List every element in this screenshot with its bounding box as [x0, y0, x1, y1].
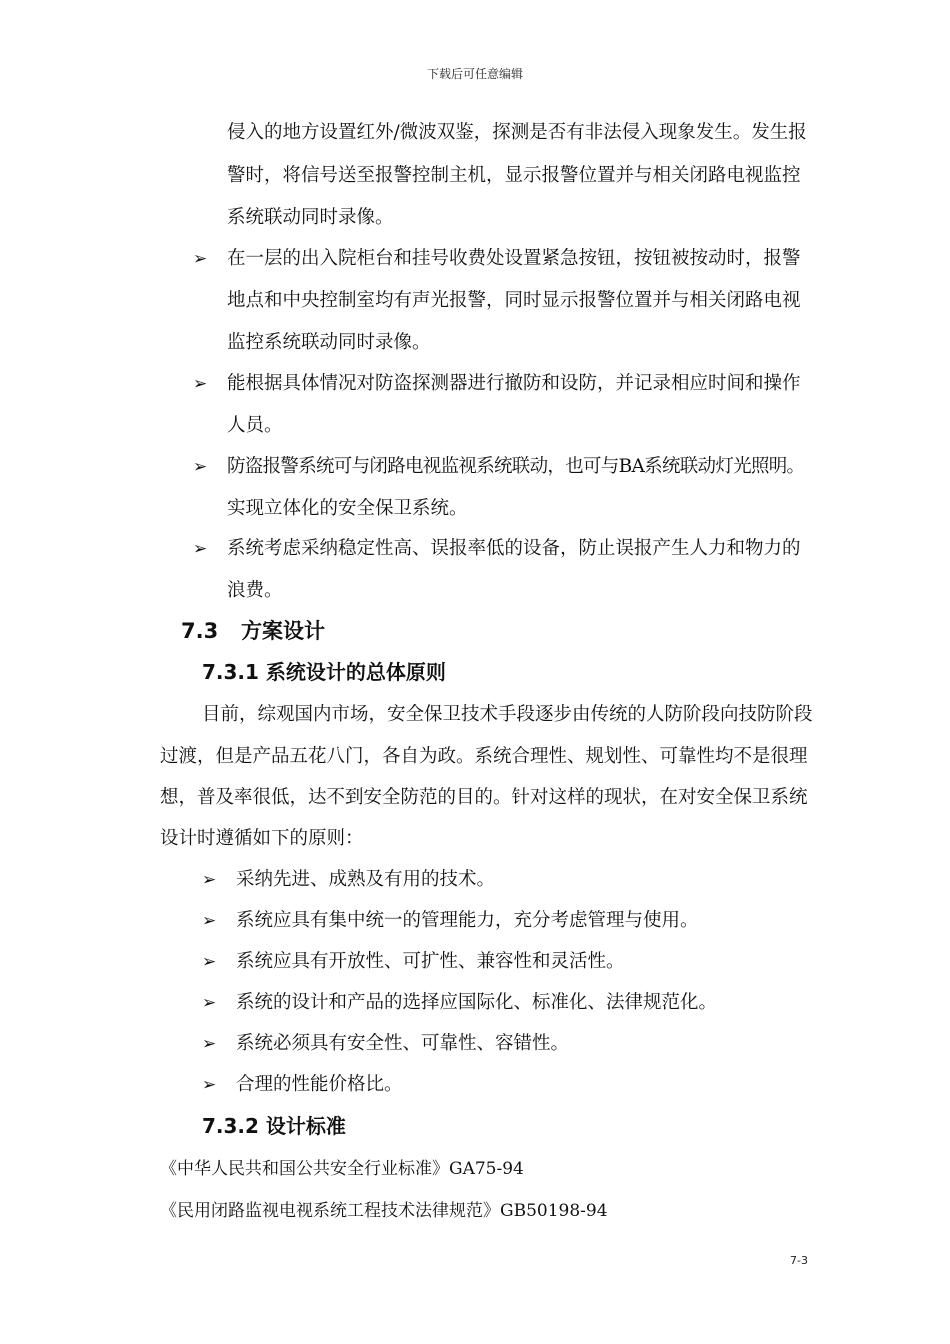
paragraph-line: 过渡，但是产品五花八门，各自为政。系统合理性、规划性、可靠性均不是很理	[160, 746, 808, 767]
principle-item: 采纳先进、成熟及有用的技术。	[236, 869, 496, 890]
standard-reference: 《中华人民共和国公共安全行业标准》GA75-94	[160, 1159, 524, 1179]
principle-item: 系统必须具有安全性、可靠性、容错性。	[236, 1033, 570, 1054]
bullet-item-line: 防盗报警系统可与闭路电视监视系统联动，也可与BA系统联动灯光照明。	[227, 456, 805, 477]
page-header: 下载后可任意编辑	[426, 67, 523, 81]
subsection-title: 7.3.2 设计标准	[202, 1114, 346, 1138]
subsection-title: 7.3.1 系统设计的总体原则	[202, 660, 446, 684]
bullet-arrow-icon: ➢	[193, 457, 208, 477]
bullet-item-line: 监控系统联动同时录像。	[227, 332, 431, 353]
paragraph-line: 目前，综观国内市场，安全保卫技术手段逐步由传统的人防阶段向技防阶段	[202, 704, 813, 725]
bullet-item-line: 在一层的出入院柜台和挂号收费处设置紧急按钮，按钮被按动时，报警	[227, 248, 801, 269]
bullet-arrow-icon: ➢	[202, 993, 217, 1013]
bullet-item-line: 系统考虑采纳稳定性高、误报率低的设备，防止误报产生人力和物力的	[227, 538, 801, 559]
continuation-line: 警时，将信号送至报警控制主机，显示报警位置并与相关闭路电视监控	[227, 165, 801, 186]
bullet-item-line: 地点和中央控制室均有声光报警，同时显示报警位置并与相关闭路电视	[227, 290, 801, 311]
paragraph-line: 设计时遵循如下的原则：	[160, 828, 364, 849]
bullet-arrow-icon: ➢	[202, 1034, 217, 1054]
principle-item: 系统应具有集中统一的管理能力，充分考虑管理与使用。	[236, 910, 699, 931]
principle-item: 系统应具有开放性、可扩性、兼容性和灵活性。	[236, 951, 625, 972]
principle-item: 系统的设计和产品的选择应国际化、标准化、法律规范化。	[236, 992, 718, 1013]
bullet-item-line: 实现立体化的安全保卫系统。	[227, 498, 468, 519]
bullet-arrow-icon: ➢	[193, 374, 208, 394]
continuation-line: 系统联动同时录像。	[227, 207, 394, 228]
bullet-arrow-icon: ➢	[202, 870, 217, 890]
paragraph-line: 想，普及率很低，达不到安全防范的目的。针对这样的现状，在对安全保卫系统	[160, 787, 808, 808]
bullet-arrow-icon: ➢	[193, 249, 208, 269]
bullet-item-line: 浪费。	[227, 580, 283, 601]
principle-item: 合理的性能价格比。	[236, 1074, 403, 1095]
section-title: 方案设计	[241, 619, 325, 643]
standard-reference: 《民用闭路监视电视系统工程技术法律规范》GB50198-94	[160, 1201, 608, 1221]
continuation-line: 侵入的地方设置红外/微波双鉴，探测是否有非法侵入现象发生。发生报	[227, 122, 807, 143]
bullet-item-line: 人员。	[227, 415, 283, 436]
section-number: 7.3	[181, 619, 219, 643]
bullet-arrow-icon: ➢	[193, 539, 208, 559]
bullet-arrow-icon: ➢	[202, 952, 217, 972]
bullet-arrow-icon: ➢	[202, 1075, 217, 1095]
bullet-item-line: 能根据具体情况对防盗探测器进行撤防和设防，并记录相应时间和操作	[227, 373, 801, 394]
page-number: 7-3	[790, 1254, 808, 1267]
bullet-arrow-icon: ➢	[202, 911, 217, 931]
